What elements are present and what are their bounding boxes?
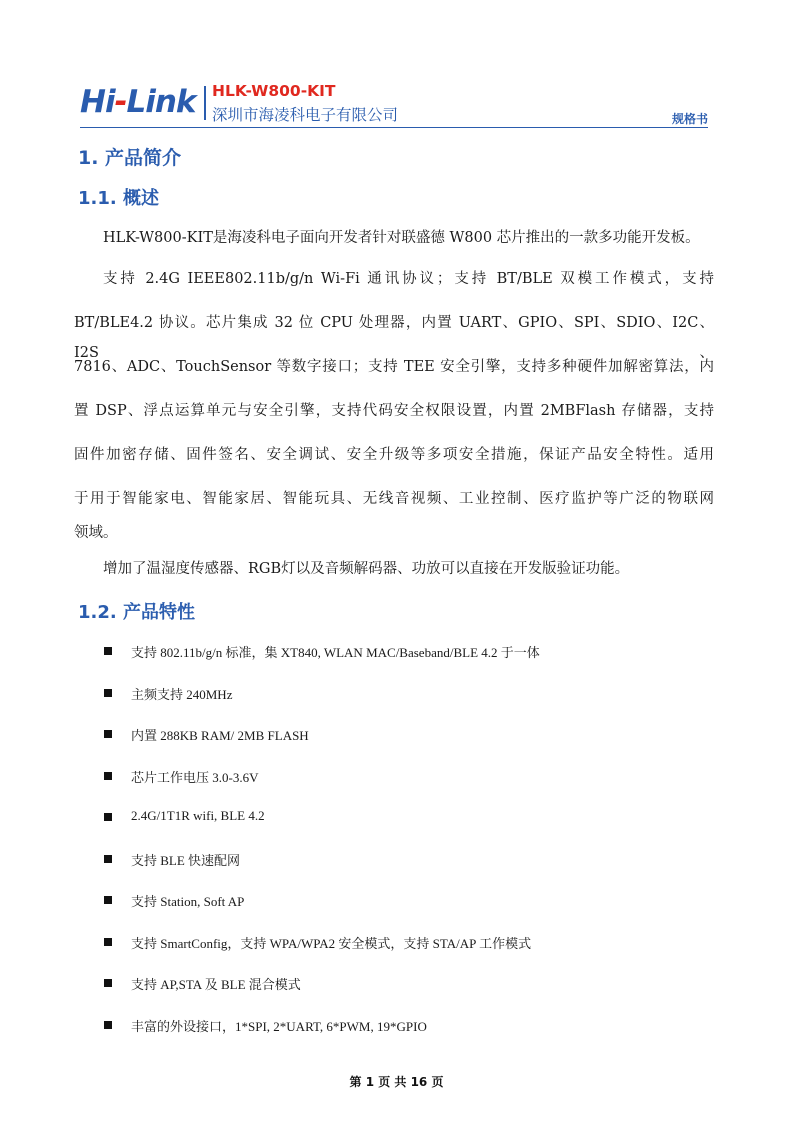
square-bullet-icon bbox=[104, 730, 112, 738]
list-item bbox=[104, 684, 704, 726]
feature-text: 内置 288KB RAM/ 2MB FLASH bbox=[131, 728, 309, 743]
model-name: HLK-W800-KIT bbox=[212, 82, 336, 100]
section-title-product-intro: 1. 产品简介 bbox=[78, 147, 182, 169]
page-number: 第 1 页 共 16 页 bbox=[349, 1075, 444, 1089]
paragraph-line: 置 DSP、浮点运算单元与安全引擎，支持代码安全权限设置，内置 2MBFlash 存储器，支持 bbox=[74, 403, 714, 419]
list-item bbox=[104, 1016, 704, 1058]
square-bullet-icon bbox=[104, 979, 112, 987]
logo-dash-text: - bbox=[114, 84, 127, 120]
logo-divider bbox=[204, 86, 206, 120]
square-bullet-icon bbox=[104, 938, 112, 946]
overview-paragraph-3: 增加了温湿度传感器、RGB灯以及音频解码器、功放可以直接在开发版验证功能。 bbox=[103, 561, 630, 577]
feature-text: 支持 BLE 快速配网 bbox=[131, 852, 241, 868]
square-bullet-icon bbox=[104, 1021, 112, 1029]
square-bullet-icon bbox=[104, 855, 112, 863]
page-header bbox=[80, 80, 708, 128]
square-bullet-icon bbox=[104, 896, 112, 904]
logo-hi-text: Hi bbox=[80, 84, 115, 120]
list-item bbox=[104, 850, 704, 892]
list-item bbox=[104, 974, 704, 1016]
list-item bbox=[104, 933, 704, 975]
paragraph-line: BT/BLE4.2 协议。芯片集成 32 位 CPU 处理器，内置 UART、GPIO、SPI、SDIO、I2C、I2S、 bbox=[74, 315, 714, 361]
section-title-overview: 1.1. 概述 bbox=[78, 188, 159, 209]
square-bullet-icon bbox=[104, 772, 112, 780]
list-item bbox=[104, 725, 704, 767]
list-item bbox=[104, 767, 704, 809]
list-item bbox=[104, 808, 704, 850]
square-bullet-icon bbox=[104, 647, 112, 655]
feature-list bbox=[104, 642, 704, 1057]
feature-text: 支持 AP,STA 及 BLE 混合模式 bbox=[131, 977, 301, 992]
header-rule bbox=[80, 127, 708, 128]
section-title-features: 1.2. 产品特性 bbox=[78, 602, 195, 623]
feature-text: 支持 Station, Soft AP bbox=[131, 894, 245, 909]
square-bullet-icon bbox=[104, 813, 112, 821]
feature-text: 芯片工作电压 3.0-3.6V bbox=[131, 769, 259, 785]
paragraph-line: 支持 2.4G IEEE802.11b/g/n Wi-Fi 通讯协议；支持 BT/BLE 双模工作模式，支持 bbox=[103, 271, 714, 287]
paragraph-line: 于用于智能家电、智能家居、智能玩具、无线音视频、工业控制、医疗监护等广泛的物联网 bbox=[74, 491, 714, 507]
feature-text: 支持 802.11b/g/n 标准，集 XT840, WLAN MAC/Baseband/BLE 4.2 于一体 bbox=[131, 645, 540, 660]
square-bullet-icon bbox=[104, 689, 112, 697]
feature-text: 2.4G/1T1R wifi, BLE 4.2 bbox=[131, 808, 265, 823]
paragraph-line: 固件加密存储、固件签名、安全调试、安全升级等多项安全措施，保证产品安全特性。适用 bbox=[74, 447, 714, 463]
list-item bbox=[104, 642, 704, 684]
hilink-logo bbox=[80, 84, 196, 120]
logo-link-text: Link bbox=[126, 84, 196, 120]
feature-text: 主频支持 240MHz bbox=[131, 686, 233, 702]
feature-text: 丰富的外设接口，1*SPI, 2*UART, 6*PWM, 19*GPIO bbox=[131, 1018, 427, 1034]
paragraph-line: 领域。 bbox=[74, 525, 118, 541]
list-item bbox=[104, 891, 704, 933]
paragraph-line: 7816、ADC、TouchSensor 等数字接口；支持 TEE 安全引擎，支持多种硬件加解密算法，内 bbox=[74, 359, 714, 375]
company-name: 深圳市海凌科电子有限公司 bbox=[212, 106, 399, 124]
feature-text: 支持 SmartConfig，支持 WPA/WPA2 安全模式，支持 STA/AP 工作模式 bbox=[131, 935, 532, 951]
overview-paragraph-1: HLK-W800-KIT是海凌科电子面向开发者针对联盛德 W800 芯片推出的一款多功能开发板。 bbox=[103, 230, 700, 246]
document-type: 规格书 bbox=[671, 112, 708, 126]
